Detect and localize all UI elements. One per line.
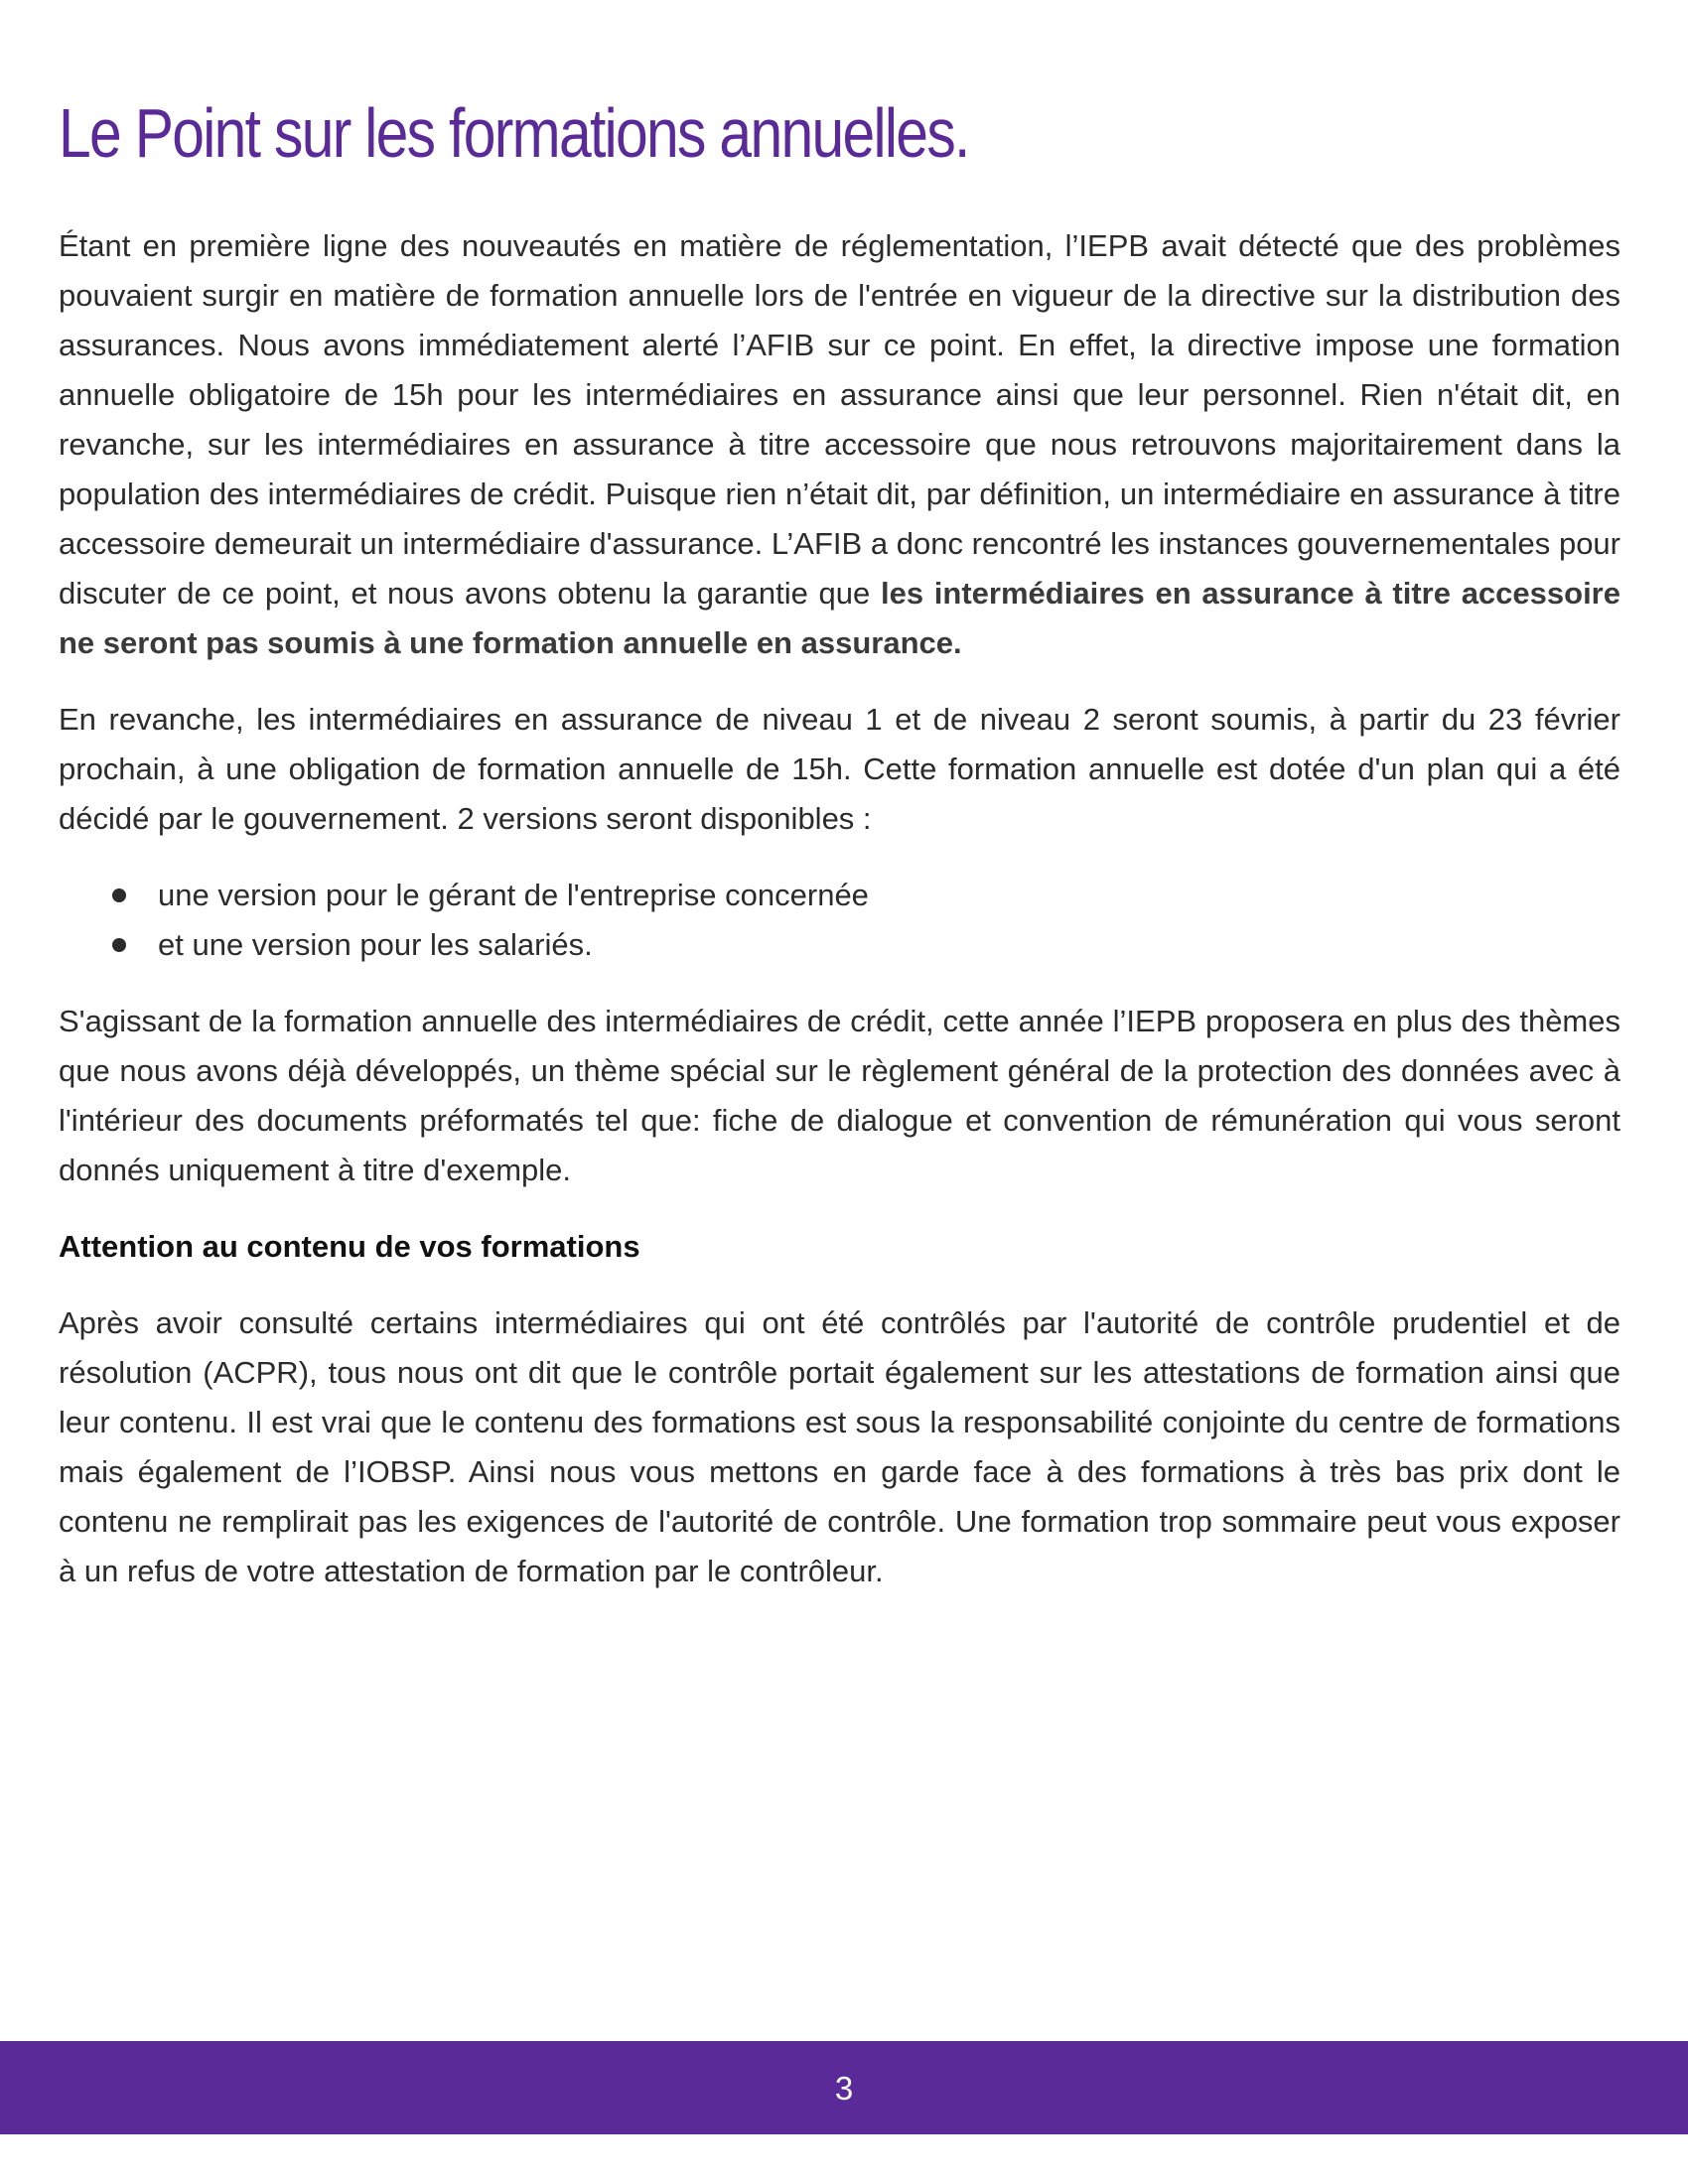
- list-item-text: et une version pour les salariés.: [158, 927, 593, 963]
- intro-paragraph: [59, 221, 1620, 668]
- control-paragraph: Après avoir consulté certains intermédiaires qui ont été contrôlés par l'autorité de contrôle prudentiel et de résolution (ACPR), tous nous ont dit que le contrôle portait également sur les attestations de formation ainsi que leur contenu. Il est vrai que le contenu des formations est sous la responsabilité conjointe du centre de formations mais également de l’IOBSP. Ainsi nous vous mettons en garde face à des formations à très bas prix dont le contenu ne remplirait pas les exigences de l'autorité de contrôle. Une formation trop sommaire peut vous exposer à un refus de votre attestation de formation par le contrôleur.: [59, 1305, 1620, 1589]
- obligation-paragraph: En revanche, les intermédiaires en assurance de niveau 1 et de niveau 2 seront soumis, à partir du 23 février prochain, à une obligation de formation annuelle de 15h. Cette formation annuelle est dotée d'un plan qui a été décidé par le gouvernement. 2 versions seront disponibles :: [59, 702, 1620, 837]
- page-number: 3: [834, 2069, 854, 2107]
- page-content: [59, 94, 1620, 1596]
- intro-paragraph-emphasis: les intermédiaires en assurance à titre accessoire ne seront pas soumis à une formation annuelle en assurance.: [59, 576, 1620, 661]
- list-item-text: une version pour le gérant de l'entreprise concernée: [158, 878, 869, 913]
- versions-list: [59, 871, 1620, 970]
- list-item: [59, 920, 1620, 970]
- credit-training-paragraph: S'agissant de la formation annuelle des intermédiaires de crédit, cette année l’IEPB proposera en plus des thèmes que nous avons déjà développés, un thème spécial sur le règlement général de la protection des données avec à l'intérieur des documents préformatés tel que: fiche de dialogue et convention de rémunération qui vous seront donnés uniquement à titre d'exemple.: [59, 1004, 1620, 1188]
- intro-paragraph-text: Étant en première ligne des nouveautés en matière de réglementation, l’IEPB avait détecté que des problèmes pouvaient surgir en matière de formation annuelle lors de l'entrée en vigueur de la directive sur la distribution des assurances. Nous avons immédiatement alerté l’AFIB sur ce point. En effet, la directive impose une formation annuelle obligatoire de 15h pour les intermédiaires en assurance ainsi que leur personnel. Rien n'était dit, en revanche, sur les intermédiaires en assurance à titre accessoire que nous retrouvons majoritairement dans la population des intermédiaires de crédit. Puisque rien n’était dit, par définition, un intermédiaire en assurance à titre accessoire demeurait un intermédiaire d'assurance. L’AFIB a donc rencontré les instances gouvernementales pour discuter de ce point, et nous avons obtenu la garantie que: [59, 228, 1620, 612]
- bullet-icon: [112, 938, 126, 952]
- section-heading: Attention au contenu de vos formations: [59, 1229, 640, 1265]
- list-item: [59, 871, 1620, 920]
- page-title: Le Point sur les formations annuelles.: [59, 94, 969, 172]
- footer-bar: [0, 2041, 1688, 2134]
- bullet-icon: [112, 888, 126, 902]
